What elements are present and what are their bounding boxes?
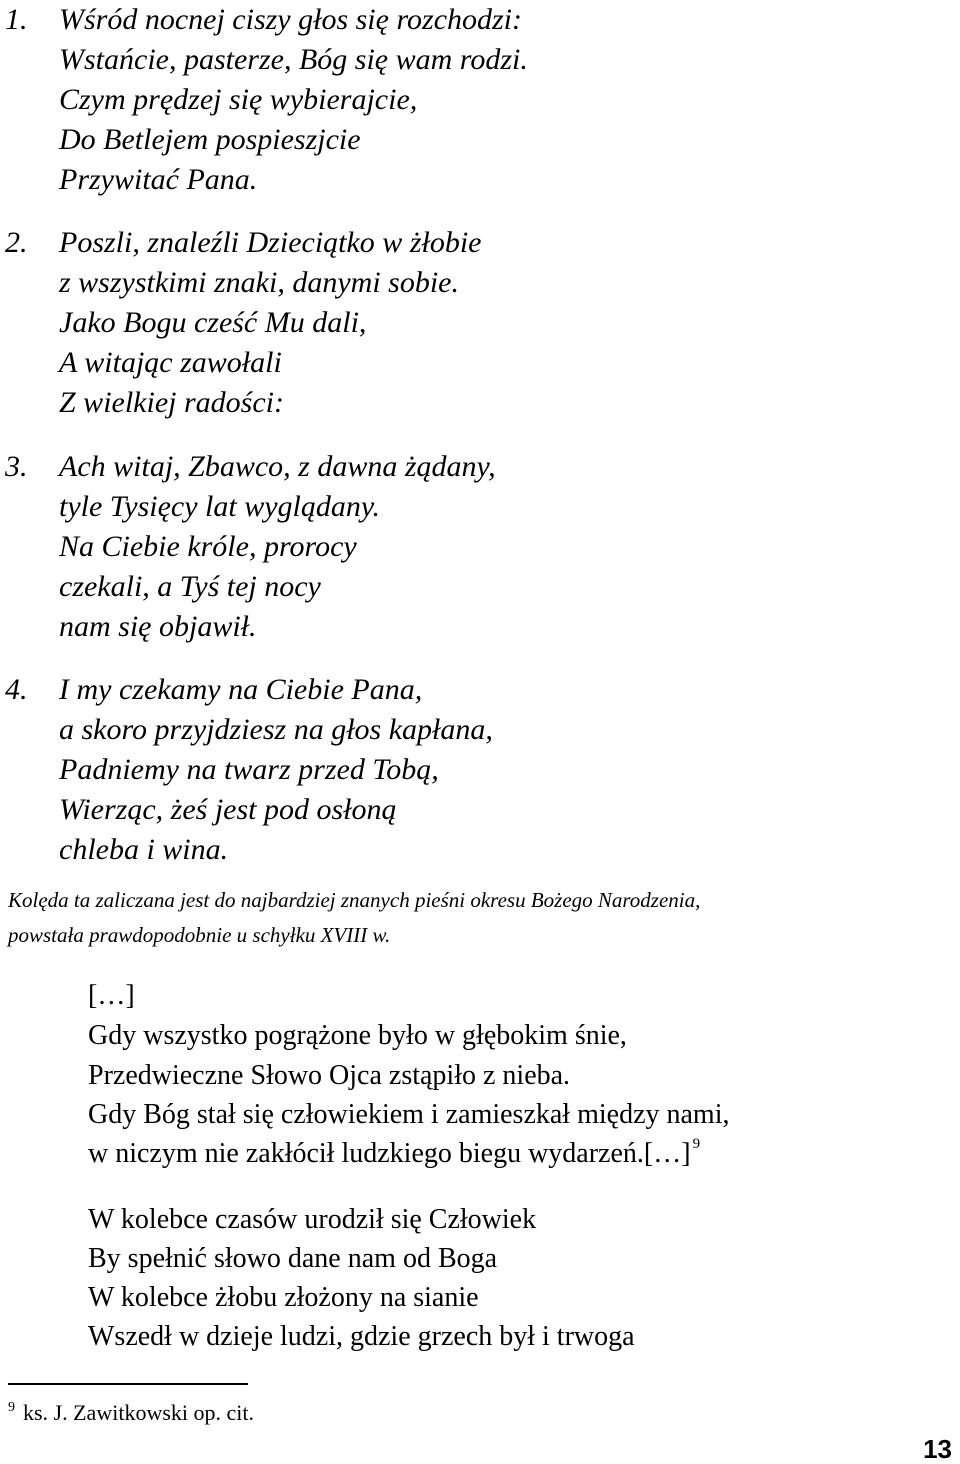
verse-line: Z wielkiej radości: (59, 386, 284, 419)
verse-line: Przywitać Pana. (59, 163, 258, 196)
footnote-text: ks. J. Zawitkowski op. cit. (23, 1400, 254, 1425)
verse-line: Czym prędzej się wybierajcie, (59, 83, 418, 116)
verse-line (5, 226, 482, 259)
verse-text: Poszli, znaleźli Dzieciątko w żłobie (59, 226, 482, 259)
verse-line: Wstańcie, pasterze, Bóg się wam rodzi. (59, 43, 528, 76)
quote-text: w niczym nie zakłócił ludzkiego biegu wydarzeń.[…] (88, 1138, 691, 1169)
verse-line: tyle Tysięcy lat wyglądany. (59, 490, 381, 523)
verse-line: Wierząc, żeś jest pod osłoną (59, 793, 397, 826)
verse-line: Jako Bogu cześć Mu dali, (59, 306, 367, 339)
verse-line: Do Betlejem pospieszjcie (59, 123, 361, 156)
page-number: 13 (923, 1434, 952, 1464)
verse-line: nam się objawił. (59, 610, 257, 643)
verse-text: I my czekamy na Ciebie Pana, (59, 673, 423, 706)
verse-line (5, 3, 523, 36)
verse-number: 4. (5, 673, 28, 706)
verse-text: Wśród nocnej ciszy głos się rozchodzi: (59, 3, 523, 36)
quote-line: Przedwieczne Słowo Ojca zstąpiło z nieba. (88, 1060, 571, 1091)
verse-line: czekali, a Tyś tej nocy (59, 570, 321, 603)
verse-number: 3. (5, 450, 28, 483)
note-line: Kolęda ta zaliczana jest do najbardziej znanych pieśni okresu Bożego Narodzenia, (8, 888, 701, 912)
verse-line (5, 450, 496, 483)
poem-line: W kolebce czasów urodził się Człowiek (88, 1204, 537, 1235)
quote-line: Gdy Bóg stał się człowiekiem i zamieszkał między nami, (88, 1099, 730, 1130)
verse-line: Padniemy na twarz przed Tobą, (59, 753, 439, 786)
footnote-mark: 9 (8, 1400, 15, 1415)
verse-text: Ach witaj, Zbawco, z dawna żądany, (59, 450, 496, 483)
verse-line (5, 673, 423, 706)
quote-line (88, 1135, 701, 1169)
footnote-reference[interactable]: 9 (692, 1135, 701, 1152)
verse-line: chleba i wina. (59, 833, 229, 866)
note-line: powstała prawdopodobnie u schyłku XVIII w. (8, 923, 391, 947)
quote-line: Gdy wszystko pogrążone było w głębokim śnie, (88, 1020, 627, 1051)
verse-number: 2. (5, 226, 28, 259)
footnote-divider (8, 1383, 248, 1385)
verse-number: 1. (5, 3, 28, 36)
verse-line: z wszystkimi znaki, danymi sobie. (59, 266, 459, 299)
poem-line: Wszedł w dzieje ludzi, gdzie grzech był i trwoga (88, 1321, 635, 1352)
footnote (8, 1402, 254, 1424)
poem-line: W kolebce żłobu złożony na sianie (88, 1282, 479, 1313)
quote-line: […] (88, 980, 135, 1011)
verse-line: Na Ciebie króle, prorocy (59, 530, 357, 563)
verse-line: a skoro przyjdziesz na głos kapłana, (59, 713, 493, 746)
verse-line: A witając zawołali (59, 346, 282, 379)
poem-line: By spełnić słowo dane nam od Boga (88, 1243, 498, 1274)
